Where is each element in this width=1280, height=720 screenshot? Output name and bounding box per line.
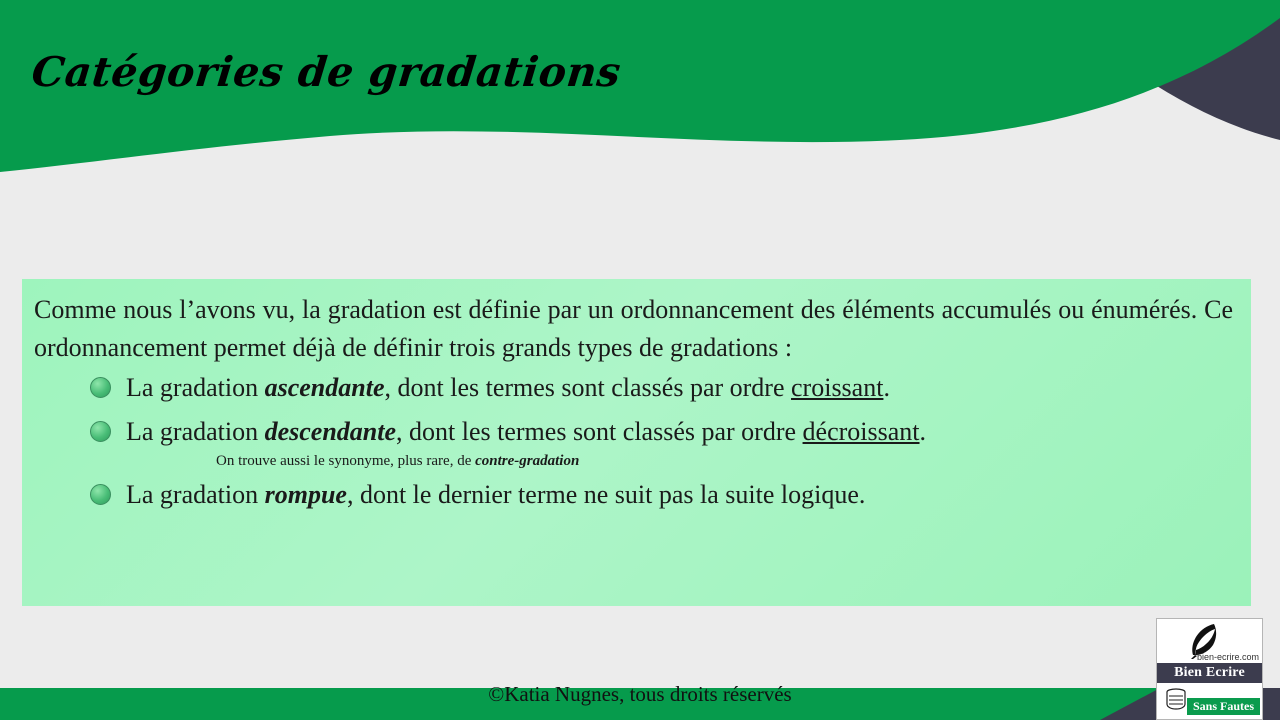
logo-top bbox=[1157, 619, 1262, 663]
synonym-note-emphasis: contre-gradation bbox=[475, 453, 580, 469]
inkwell-icon bbox=[1163, 686, 1189, 712]
logo-tagline: Sans Fautes bbox=[1187, 698, 1260, 715]
bullet-middle-3: , dont le dernier terme ne suit pas la suite logique. bbox=[346, 480, 866, 509]
bullet-term-1: ascendante bbox=[264, 373, 385, 402]
list-item-text bbox=[126, 373, 890, 403]
logo-name: Bien Ecrire bbox=[1157, 663, 1262, 683]
page-title: Catégories de gradations bbox=[29, 48, 624, 96]
bullet-term-3: rompue bbox=[264, 480, 347, 509]
logo-url: bien-ecrire.com bbox=[1196, 652, 1259, 662]
list-item-text bbox=[126, 417, 926, 447]
list-item-text bbox=[126, 480, 865, 510]
list-item bbox=[90, 480, 1237, 510]
synonym-note bbox=[216, 453, 1237, 470]
bullet-tail-2: . bbox=[919, 417, 927, 446]
bullet-underline-1: croissant bbox=[791, 373, 884, 402]
content-box bbox=[22, 279, 1251, 606]
slide-header bbox=[0, 0, 1280, 175]
logo bbox=[1156, 618, 1263, 720]
bullet-tail-1: . bbox=[883, 373, 890, 402]
bullet-lead-3: La gradation bbox=[126, 480, 265, 509]
copyright-text: ©Katia Nugnes, tous droits réservés bbox=[488, 682, 792, 706]
gradation-types-list bbox=[30, 373, 1237, 510]
bullet-dot-icon bbox=[90, 377, 111, 398]
list-item bbox=[90, 417, 1237, 447]
intro-paragraph: Comme nous l’avons vu, la gradation est définie par un ordonnancement des éléments accumulés ou énumérés. Ce ordonnancement permet déjà de définir trois grands types de gradations : bbox=[34, 295, 1233, 362]
list-item bbox=[90, 373, 1237, 403]
bullet-lead-2: La gradation bbox=[126, 417, 265, 446]
bullet-middle-1: , dont les termes sont classés par ordre bbox=[384, 373, 792, 402]
bullet-underline-2: décroissant bbox=[802, 417, 920, 446]
synonym-note-text: On trouve aussi le synonyme, plus rare, de bbox=[216, 453, 476, 469]
bullet-lead-1: La gradation bbox=[126, 373, 265, 402]
bullet-dot-icon bbox=[90, 484, 111, 505]
bullet-term-2: descendante bbox=[264, 417, 397, 446]
bullet-middle-2: , dont les termes sont classés par ordre bbox=[396, 417, 803, 446]
logo-bottom bbox=[1157, 683, 1262, 717]
bullet-dot-icon bbox=[90, 421, 111, 442]
